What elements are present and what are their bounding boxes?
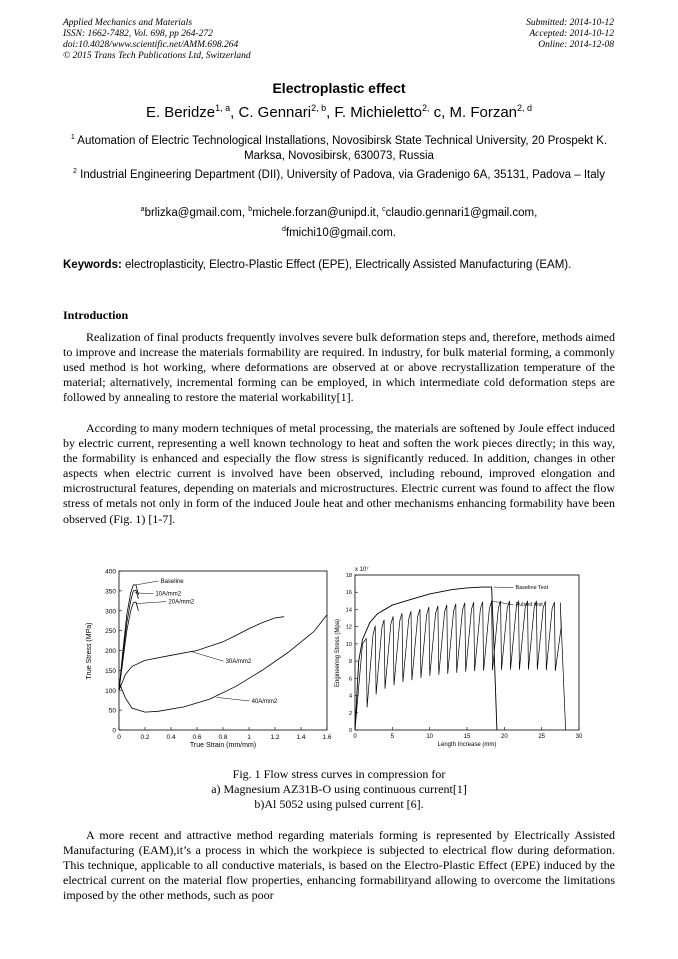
author-name: E. Beridze — [145, 104, 216, 121]
series-label: Pulsed test — [515, 602, 543, 608]
author-name: M. Forzan — [449, 104, 518, 121]
y-tick-label: 8 — [348, 659, 352, 666]
paragraph-2: According to many modern techniques of metal processing, the materials are softened by Joule effect induced by electric current, representing a well known technology to heat and soften the work pieces directly; in this way, the formability is enhanced and especially the flow stress is significantly reduced. In addition, changes in other aspects when electric current is involved have been observed, including rebound, improved elongation and microstructural features, depending on materials and microstructures. Electric current was found to affect the flow stress of metals not only in form of the induced Joule heat and other mechanisms enhancing formability have been observed (Fig. 1) [1-7]. — [63, 421, 615, 526]
y-tick-label: 0 — [348, 728, 352, 734]
chart-b-ylabel: Engineering Stress (Mpa) — [335, 618, 341, 688]
journal-copyright: © 2015 Trans Tech Publications Ltd, Switzerland — [63, 51, 251, 61]
x-tick-label: 0 — [353, 734, 357, 740]
series-line — [355, 601, 566, 730]
series-label: Baseline — [160, 578, 184, 585]
affiliation-1 — [63, 130, 615, 164]
submitted-date: Submitted: 2014-10-12 — [526, 18, 614, 28]
affil-text: Industrial Engineering Department (DII), University of Padova, via Gradenigo 6A, 35131, Padova – Italy — [80, 168, 605, 181]
author-sup: 2, — [421, 103, 430, 113]
dates-header — [526, 18, 614, 51]
email-line-2 — [63, 222, 615, 241]
chart-a-xlabel: True Strain (mm/mm) — [189, 742, 257, 749]
x-tick-label: 30 — [575, 734, 583, 740]
author-list — [0, 103, 678, 121]
author-sup: 2, d — [517, 103, 533, 113]
y-tick-label: 300 — [105, 608, 116, 616]
y-tick-label: 14 — [345, 607, 352, 614]
keywords — [63, 258, 614, 273]
x-tick-label: 25 — [538, 734, 546, 740]
chart-b-xlabel: Length Increase (mm) — [437, 742, 497, 748]
x-tick-label: 1.4 — [296, 734, 306, 741]
x-tick-label: 0.6 — [192, 734, 202, 741]
x-tick-label: 0.8 — [218, 734, 228, 741]
y-tick-label: 200 — [105, 648, 116, 655]
x-tick-label: 1.2 — [270, 734, 280, 741]
chart-b-multiplier: x 10⁷ — [355, 567, 369, 573]
figure-caption — [0, 767, 678, 812]
y-tick-label: 350 — [105, 588, 116, 596]
online-date: Online: 2014-12-08 — [538, 40, 614, 50]
author-name: C. Gennari — [238, 104, 312, 121]
y-tick-label: 6 — [348, 676, 352, 683]
affiliation-2 — [63, 164, 615, 183]
series-line — [119, 615, 327, 712]
email-line-1 — [63, 202, 615, 221]
series-label: 30A/mm2 — [225, 659, 252, 666]
y-tick-label: 150 — [105, 667, 116, 675]
x-tick-label: 0 — [117, 734, 121, 741]
author-name: F. Michieletto — [334, 104, 422, 121]
series-label: 40A/mm2 — [251, 698, 278, 705]
x-tick-label: 15 — [463, 734, 471, 740]
author-sep: , — [326, 104, 335, 121]
y-tick-label: 10 — [345, 641, 352, 648]
chart-b — [335, 566, 583, 748]
author-sup: 2, b — [311, 103, 327, 113]
series-leader — [135, 593, 154, 594]
y-tick-label: 2 — [348, 710, 352, 717]
x-tick-label: 0.2 — [140, 734, 150, 741]
email-sup: b — [248, 206, 253, 213]
x-tick-label: 1 — [247, 734, 251, 741]
keywords-label: Keywords: — [63, 259, 122, 271]
y-tick-label: 250 — [105, 628, 116, 636]
journal-doi[interactable]: doi:10.4028/www.scientific.net/AMM.698.264 — [63, 40, 239, 50]
caption-line-2: a) Magnesium AZ31B-O using continuous current[1] — [211, 782, 467, 796]
affil-sup: 2 — [73, 168, 77, 175]
chart-a-frame — [119, 571, 327, 730]
paragraph-1: Realization of final products frequently involves severe bulk deformation steps and, therefore, methods aimed to improve and increase the materials formability are required. In industry, for bulk material forming, a commonly used method is hot working, where deformations are observed at or above recrystallization temperature of the material; alternatively, incremental forming can be employed, in which intermediate cold deformation steps are followed by annealing to restore the material workability[1]. — [63, 330, 615, 405]
x-tick-label: 1.6 — [322, 734, 332, 741]
y-tick-label: 0 — [112, 727, 116, 735]
journal-header — [63, 18, 251, 62]
series-leader — [136, 581, 159, 585]
email-link[interactable]: brlizka@gmail.com, — [144, 206, 246, 219]
author-sep: , — [230, 104, 239, 121]
chart-a — [86, 569, 332, 750]
keywords-text: electroplasticity, Electro-Plastic Effect (EPE), Electrically Assisted Manufacturing (EAM). — [125, 259, 572, 271]
author-sep: c, — [429, 104, 450, 121]
series-leader — [494, 587, 514, 588]
series-line — [119, 617, 284, 691]
series-line — [119, 602, 139, 690]
series-leader — [491, 601, 514, 605]
figure-1 — [63, 563, 615, 763]
y-tick-label: 50 — [108, 707, 116, 715]
author-sup: 1, a — [215, 103, 231, 113]
y-tick-label: 4 — [348, 693, 352, 700]
y-tick-label: 400 — [105, 568, 116, 576]
x-tick-label: 10 — [426, 734, 434, 740]
x-tick-label: 20 — [500, 734, 508, 740]
x-tick-label: 0.4 — [166, 734, 176, 741]
caption-line-3: b)Al 5052 using pulsed current [6]. — [254, 797, 424, 811]
series-leader — [191, 651, 224, 661]
email-link[interactable]: michele.forzan@unipd.it, — [252, 206, 379, 219]
series-line — [119, 585, 139, 690]
email-sup: c — [382, 206, 386, 213]
series-leader — [217, 697, 250, 701]
paragraph-3: A more recent and attractive method regarding materials forming is represented by Electrically Assisted Manufacturing (EAM),it’s a process in which the workpiece is subjected to electrical flow during deformation. This technique, applicable to all conductive materials, is based on the Electro-Plastic Effect (EPE) induced by the electrical current on the material flow properties, enhancing formabilityand allowing to overcome the limitations imposed by the other methods, such as poor — [63, 828, 615, 903]
section-heading-introduction: Introduction — [63, 308, 129, 322]
series-label: 20A/mm2 — [168, 599, 195, 606]
chart-a-ylabel: True Stress (MPa) — [86, 622, 93, 680]
y-tick-label: 12 — [345, 624, 352, 631]
caption-line-1: Fig. 1 Flow stress curves in compression for — [232, 767, 446, 781]
email-link[interactable]: claudio.gennari1@gmail.com, — [385, 206, 538, 219]
figure-1-svg — [63, 563, 615, 763]
y-tick-label: 18 — [345, 573, 352, 579]
email-sup: a — [140, 206, 145, 213]
series-leader — [136, 602, 167, 604]
x-tick-label: 5 — [390, 734, 395, 740]
series-label: Baseline Test — [515, 584, 549, 591]
accepted-date: Accepted: 2014-10-12 — [529, 29, 614, 39]
journal-issn: ISSN: 1662-7482, Vol. 698, pp 264-272 — [63, 29, 213, 39]
series-label: 10A/mm2 — [155, 591, 182, 598]
journal-name: Applied Mechanics and Materials — [63, 18, 193, 28]
email-link[interactable]: fmichi10@gmail.com. — [285, 226, 396, 239]
affil-sup: 1 — [70, 134, 75, 141]
paper-title: Electroplastic effect — [272, 80, 406, 96]
y-tick-label: 16 — [345, 590, 352, 597]
email-sup: d — [282, 226, 286, 233]
affil-text: Automation of Electric Technological Installations, Novosibirsk State Technical University, 20 Prospekt K. Marksa, Novosibirsk, 630073, Russia — [77, 134, 608, 162]
y-tick-label: 100 — [105, 687, 116, 695]
